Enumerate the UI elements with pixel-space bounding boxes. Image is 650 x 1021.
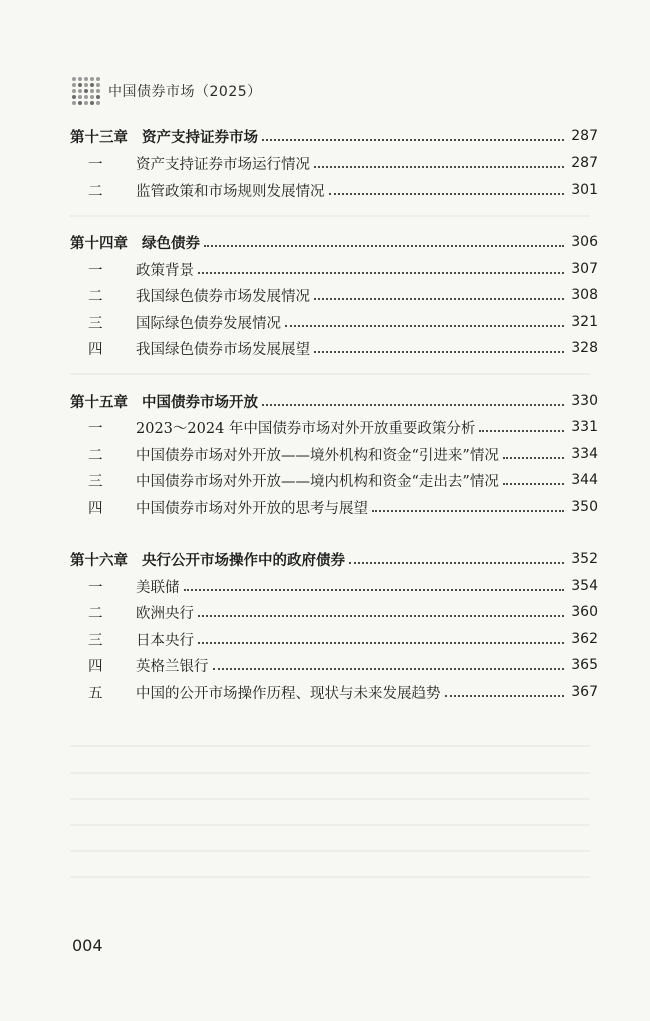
section-title: 中国的公开市场操作历程、现状与未来发展趋势 — [136, 685, 441, 702]
section-title: 美联储 — [136, 579, 180, 596]
page-number: 350 — [571, 499, 598, 515]
toc-section — [70, 679, 598, 705]
section-title: 欧洲央行 — [136, 605, 194, 622]
toc-section — [70, 467, 598, 493]
page-number: 328 — [571, 340, 598, 356]
page-number: 352 — [571, 551, 598, 567]
chapter-title: 中国债券市场开放 — [142, 394, 258, 411]
toc-section — [70, 309, 598, 335]
toc-section — [70, 335, 598, 361]
section-title: 中国债券市场对外开放的思考与展望 — [136, 500, 368, 517]
toc-section — [70, 626, 598, 652]
toc-section — [70, 494, 598, 520]
bleed-through — [70, 850, 590, 852]
section-number: 四 — [88, 500, 103, 517]
page-number: 287 — [571, 155, 598, 171]
dot-leader — [372, 510, 564, 512]
dot-leader — [479, 430, 564, 432]
dot-leader — [213, 668, 565, 670]
section-number: 一 — [88, 156, 103, 173]
toc-section — [70, 573, 598, 599]
page-number: 321 — [571, 314, 598, 330]
chapter-number: 第十六章 — [70, 552, 128, 569]
section-title: 中国债券市场对外开放——境外机构和资金“引进来”情况 — [136, 447, 499, 464]
page-number: 362 — [571, 631, 598, 647]
dot-leader — [349, 562, 564, 564]
chapter-number: 第十四章 — [70, 235, 128, 252]
dots-ornament-icon — [72, 77, 100, 105]
section-title: 资产支持证券市场运行情况 — [136, 156, 310, 173]
dot-leader — [198, 642, 564, 644]
section-title: 国际绿色债券发展情况 — [136, 315, 281, 332]
section-title: 监管政策和市场规则发展情况 — [136, 183, 325, 200]
toc-chapter — [70, 229, 598, 255]
toc-section — [70, 441, 598, 467]
page-number: 307 — [571, 261, 598, 277]
section-number: 二 — [88, 183, 103, 200]
bleed-through — [70, 373, 590, 375]
page-number: 334 — [571, 446, 598, 462]
page-number: 287 — [571, 128, 598, 144]
section-title: 我国绿色债券市场发展展望 — [136, 341, 310, 358]
dot-leader — [314, 166, 564, 168]
page-number: 330 — [571, 393, 598, 409]
dot-leader — [262, 404, 564, 406]
dot-leader — [262, 139, 564, 141]
dot-leader — [314, 298, 564, 300]
section-number: 一 — [88, 420, 103, 437]
section-title: 日本央行 — [136, 632, 194, 649]
bleed-through — [70, 824, 590, 826]
bleed-through — [70, 772, 590, 774]
page-number: 301 — [571, 182, 598, 198]
section-number: 四 — [88, 341, 103, 358]
page-number: 306 — [571, 234, 598, 250]
section-number: 四 — [88, 658, 103, 675]
page-number: 360 — [571, 604, 598, 620]
bleed-through — [70, 876, 590, 878]
section-number: 二 — [88, 288, 103, 305]
section-number: 三 — [88, 473, 103, 490]
section-number: 二 — [88, 605, 103, 622]
dot-leader — [445, 695, 565, 697]
section-number: 二 — [88, 447, 103, 464]
dot-leader — [184, 589, 565, 591]
section-title: 2023～2024 年中国债券市场对外开放重要政策分析 — [136, 420, 476, 437]
bleed-through — [70, 215, 590, 217]
toc-chapter — [70, 388, 598, 414]
section-title: 英格兰银行 — [136, 658, 209, 675]
section-title: 我国绿色债券市场发展情况 — [136, 288, 310, 305]
toc-chapter — [70, 123, 598, 149]
toc-section — [70, 414, 598, 440]
page-number: 308 — [571, 287, 598, 303]
chapter-title: 资产支持证券市场 — [142, 129, 258, 146]
section-title: 中国债券市场对外开放——境内机构和资金“走出去”情况 — [136, 473, 499, 490]
toc-chapter — [70, 546, 598, 572]
bleed-through — [70, 798, 590, 800]
section-number: 五 — [88, 685, 103, 702]
dot-leader — [503, 457, 564, 459]
section-number: 一 — [88, 579, 103, 596]
toc-section — [70, 599, 598, 625]
page-number: 365 — [571, 657, 598, 673]
toc-section — [70, 256, 598, 282]
section-number: 三 — [88, 315, 103, 332]
page-number: 354 — [571, 578, 598, 594]
dot-leader — [329, 193, 565, 195]
toc-section — [70, 282, 598, 308]
dot-leader — [285, 325, 564, 327]
chapter-number: 第十五章 — [70, 394, 128, 411]
chapter-number: 第十三章 — [70, 129, 128, 146]
section-number: 一 — [88, 262, 103, 279]
dot-leader — [198, 272, 564, 274]
section-number: 三 — [88, 632, 103, 649]
bleed-through — [70, 745, 590, 747]
toc-section — [70, 150, 598, 176]
chapter-title: 绿色债券 — [142, 235, 200, 252]
chapter-title: 央行公开市场操作中的政府债券 — [142, 552, 345, 569]
dot-leader — [314, 351, 564, 353]
book-title: 中国债券市场（2025） — [108, 84, 262, 100]
running-header — [72, 74, 262, 108]
toc-section — [70, 177, 598, 203]
section-title: 政策背景 — [136, 262, 194, 279]
page-number: 344 — [571, 472, 598, 488]
dot-leader — [198, 615, 564, 617]
page-folio: 004 — [72, 936, 103, 955]
page-number: 331 — [571, 419, 598, 435]
dot-leader — [204, 245, 564, 247]
toc-section — [70, 652, 598, 678]
page-number: 367 — [571, 684, 598, 700]
dot-leader — [503, 483, 564, 485]
